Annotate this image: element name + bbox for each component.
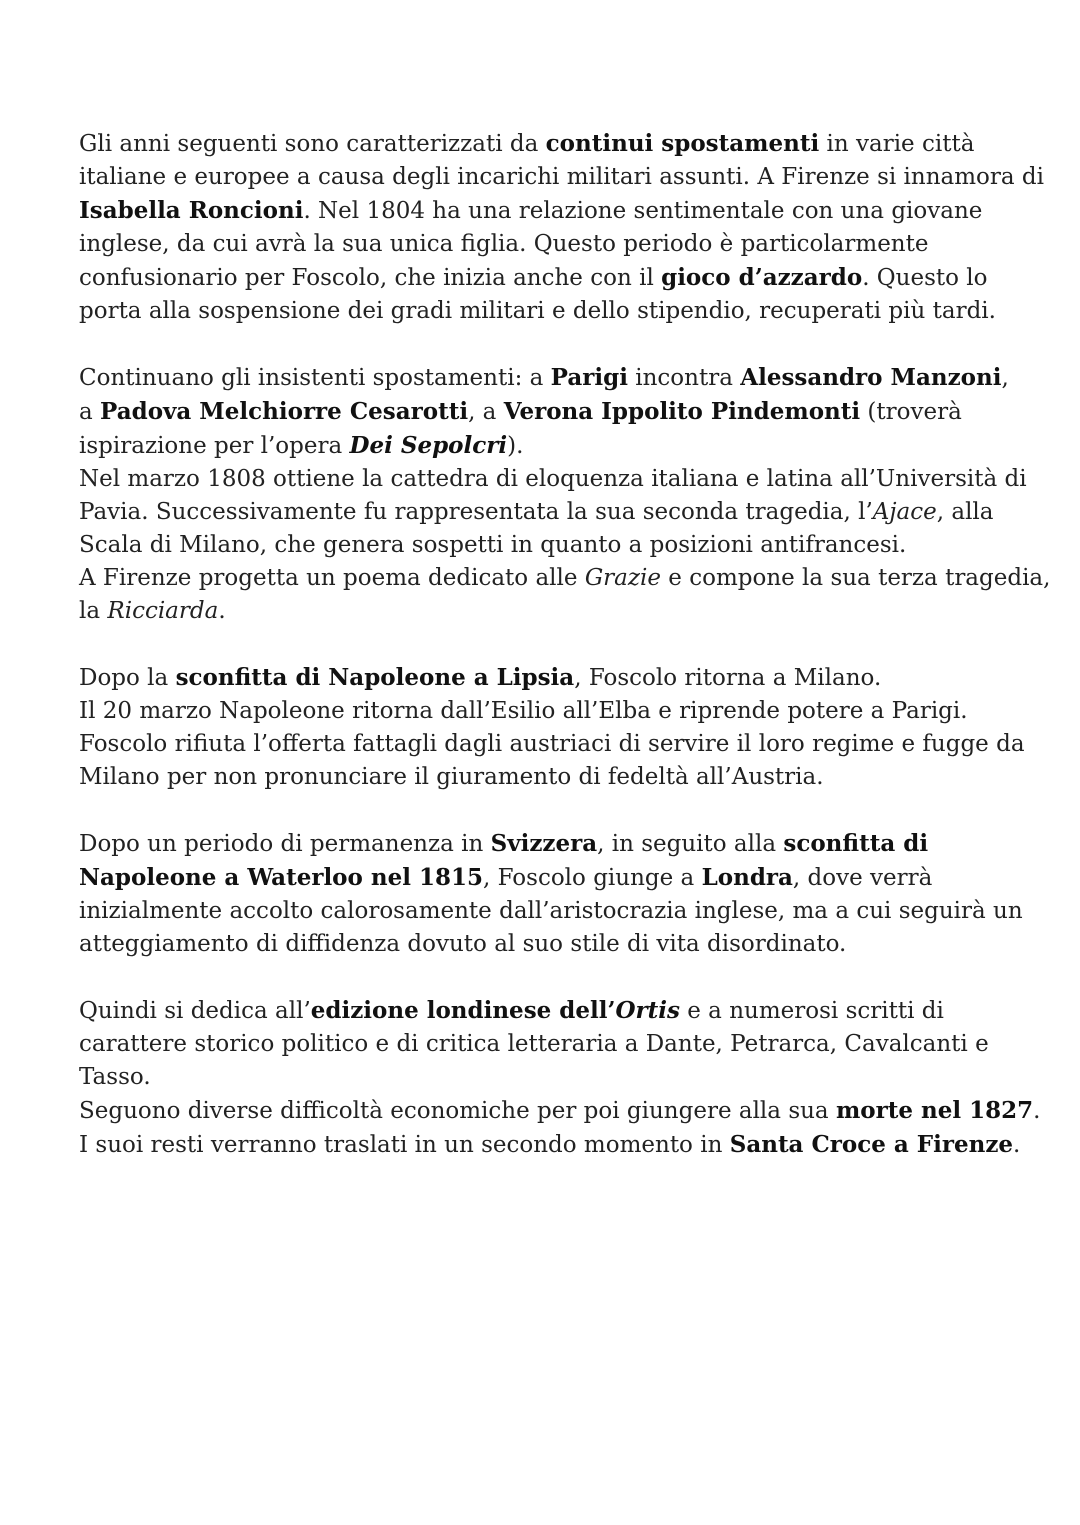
italic-text: Ricciarda [107,598,219,624]
text-line [79,228,1019,261]
text-line [79,127,1019,161]
text-line [79,827,1019,861]
bold-text: edizione londinese dell’ [310,997,616,1024]
text-line [79,1128,1019,1162]
text-line [79,595,1019,628]
text-run: Il 20 marzo Napoleone ritorna dall’Esilio all’Elba e riprende potere a Parigi. [79,698,968,724]
text-line [79,1028,1019,1061]
text-run: Scala di Milano, che genera sospetti in quanto a posizioni antifrancesi. [79,532,907,558]
text-line [79,661,1019,695]
text-line [79,361,1019,395]
text-run: . [1013,1132,1021,1158]
document-body [79,127,1051,1195]
text-run: , in seguito alla [597,831,784,857]
text-run: Quindi si dedica all’ [79,998,311,1024]
text-run: italiane e europee a causa degli incarichi militari assunti. A Firenze si innamora di [79,164,1045,190]
text-run: (troverà [860,399,962,425]
text-line [79,562,1051,595]
text-run: in varie città [819,131,975,157]
text-line [79,928,1019,961]
bold-text: Svizzera [490,830,598,857]
text-line [79,1094,1041,1128]
paragraph-5 [79,994,1041,1162]
text-line [79,395,1019,429]
text-run: , dove verrà [792,865,933,891]
bold-text: Verona Ippolito Pindemonti [503,398,861,425]
text-run: . [218,598,226,624]
paragraph-3 [79,661,1025,794]
text-run: . [1033,1098,1041,1124]
paragraph-1 [79,127,1045,328]
text-run: . Questo lo [862,265,988,291]
bold-text: Padova Melchiorre Cesarotti [100,398,469,425]
bold-text: Isabella Roncioni [79,197,304,224]
text-run: , [1001,365,1009,391]
bold-text: morte nel 1827 [835,1097,1034,1124]
bold-text: sconfitta di Napoleone a Lipsia [175,664,575,691]
text-run: Nel marzo 1808 ottiene la cattedra di eloquenza italiana e latina all’Università di [79,466,1027,492]
text-run: . Nel 1804 ha una relazione sentimentale con una giovane [303,198,983,224]
text-line [79,695,1019,728]
text-run: la [79,598,108,624]
text-run: e compone la sua terza tragedia, [660,565,1051,591]
bold-text: Santa Croce a Firenze [729,1131,1014,1158]
italic-text: Ajace [872,499,937,525]
bold-text: sconfitta di [783,830,929,857]
text-run: porta alla sospensione dei gradi militari e dello stipendio, recuperati più tardi. [79,298,996,324]
text-run: atteggiamento di diffidenza dovuto al suo stile di vita disordinato. [79,931,847,957]
bold-text: gioco d’azzardo [661,264,863,291]
text-run: Dopo la [79,665,176,691]
bold-text: Alessandro Manzoni [740,364,1002,391]
text-line [79,496,1019,529]
text-run: incontra [627,365,741,391]
text-run: ispirazione per l’opera [79,433,350,459]
text-run: Pavia. Successivamente fu rappresentata la sua seconda tragedia, l’ [79,499,873,525]
text-line [79,429,1019,463]
italic-text: Grazie [584,565,661,591]
text-run: Continuano gli insistenti spostamenti: a [79,365,551,391]
bold-text: Ortis [615,997,680,1024]
text-line [79,161,1045,194]
text-run: Dopo un periodo di permanenza in [79,831,491,857]
bold-text: continui spostamenti [545,130,820,157]
text-line [79,728,1025,761]
text-run: confusionario per Foscolo, che inizia anche con il [79,265,662,291]
bold-text: Dei Sepolcri [349,432,508,459]
text-run: Gli anni seguenti sono caratterizzati da [79,131,546,157]
text-line [79,529,1019,562]
paragraph-4 [79,827,1023,961]
text-run: Foscolo rifiuta l’offerta fattagli dagli austriaci di servire il loro regime e fugge da [79,731,1025,757]
text-line [79,1061,1019,1094]
text-run: ). [507,433,524,459]
text-line [79,295,1019,328]
text-run: Seguono diverse difficoltà economiche per poi giungere alla sua [79,1098,836,1124]
text-run: carattere storico politico e di critica letteraria a Dante, Petrarca, Cavalcanti e [79,1031,989,1057]
text-run: , alla [936,499,994,525]
text-run: a [79,399,101,425]
bold-text: Londra [701,864,793,891]
text-line [79,895,1023,928]
text-run: inizialmente accolto calorosamente dall’aristocrazia inglese, ma a cui seguirà un [79,898,1023,924]
text-line [79,761,1019,794]
text-run: I suoi resti verranno traslati in un secondo momento in [79,1132,730,1158]
bold-text: Napoleone a Waterloo nel 1815 [79,864,483,891]
text-line [79,463,1027,496]
paragraph-2 [79,361,1051,628]
text-line [79,261,1019,295]
text-run: Milano per non pronunciare il giuramento di fedeltà all’Austria. [79,764,824,790]
text-line [79,861,1019,895]
bold-text: Parigi [550,364,628,391]
text-run: , a [468,399,504,425]
text-run: , Foscolo giunge a [482,865,702,891]
text-run: inglese, da cui avrà la sua unica figlia. Questo periodo è particolarmente [79,231,929,257]
text-run: Tasso. [79,1064,151,1090]
text-run: , Foscolo ritorna a Milano. [574,665,882,691]
text-run: A Firenze progetta un poema dedicato alle [79,565,585,591]
text-run: e a numerosi scritti di [679,998,944,1024]
text-line [79,194,1019,228]
text-line [79,994,1019,1028]
